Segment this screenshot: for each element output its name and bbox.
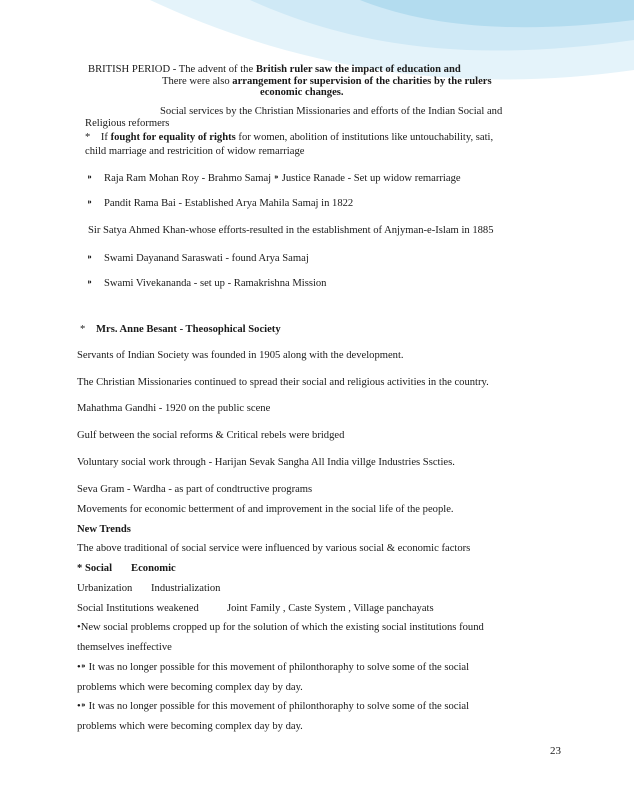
text-line: The Christian Missionaries continued to spread their social and religious activities in the country. bbox=[77, 377, 489, 388]
bullet-mark: ⁍ bbox=[87, 253, 93, 264]
list-item: Swami Vivekananda - set up - Ramakrishna Mission bbox=[104, 278, 327, 289]
paragraph-line: child marriage and restricition of widow remarriage bbox=[85, 146, 305, 157]
paragraph-line-rights bbox=[85, 131, 493, 144]
text-line: Voluntary social work through - Harijan Sevak Sangha All India villge Industries Sscties. bbox=[77, 457, 455, 468]
list-item: Mrs. Anne Besant - Theosophical Society bbox=[96, 324, 281, 335]
heading-1-part-b: British ruler saw the impact of education and bbox=[255, 64, 461, 75]
text-line: themselves ineffective bbox=[77, 642, 172, 653]
list-item: Swami Dayanand Saraswati - found Arya Samaj bbox=[104, 253, 309, 264]
rights-part-a: If bbox=[100, 132, 111, 143]
text-line: Mahathma Gandhi - 1920 on the public scene bbox=[77, 403, 271, 414]
text-line: Movements for economic betterment of and improvement in the social life of the people. bbox=[77, 504, 454, 515]
text-line: problems which were becoming complex day by day. bbox=[77, 682, 303, 693]
paragraph-line: Social services by the Christian Missionaries and efforts of the Indian Social and bbox=[160, 106, 503, 117]
text-institutions-detail: Joint Family , Caste System , Village panchayats bbox=[227, 603, 434, 614]
section-heading-new-trends: New Trends bbox=[77, 524, 131, 535]
bullet-mark: ⁍ bbox=[87, 173, 93, 184]
list-item: Pandit Rama Bai - Established Arya Mahila Samaj in 1822 bbox=[104, 198, 354, 209]
heading-2-part-b: arrangement for supervision of the charities by the rulers bbox=[232, 76, 492, 87]
text-industrialization: Industrialization bbox=[151, 583, 221, 594]
page-number: 23 bbox=[550, 745, 561, 757]
rights-part-b: fought for equality of rights bbox=[110, 132, 236, 143]
text-line: Seva Gram - Wardha - as part of condtructive programs bbox=[77, 484, 313, 495]
heading-line-3: economic changes. bbox=[260, 87, 344, 98]
text-urbanization: Urbanization bbox=[77, 583, 133, 594]
paragraph-line: Sir Satya Ahmed Khan-whose efforts-resulted in the establishment of Anjyman-e-Islam in 1885 bbox=[88, 225, 494, 236]
text-line: •⁍ It was no longer possible for this movement of philonthoraphy to solve some of the social bbox=[77, 701, 470, 712]
heading-2-part-a: There were also bbox=[162, 76, 233, 87]
bullet-mark: ⁍ bbox=[87, 198, 93, 209]
text-line: •⁍ It was no longer possible for this movement of philonthoraphy to solve some of the social bbox=[77, 662, 470, 673]
paragraph-line: Religious reformers bbox=[85, 118, 170, 129]
factor-economic: Economic bbox=[131, 563, 176, 574]
rights-part-c: for women, abolition of institutions like untouchability, sati, bbox=[235, 132, 494, 143]
text-line: Gulf between the social reforms & Critical rebels were bridged bbox=[77, 430, 345, 441]
text-institutions: Social Institutions weakened bbox=[77, 603, 199, 614]
text-line: problems which were becoming complex day by day. bbox=[77, 721, 303, 732]
text-line: Servants of Indian Society was founded in 1905 along with the development. bbox=[77, 350, 404, 361]
bullet-mark: ⁍ bbox=[87, 278, 93, 289]
bullet-mark: * bbox=[80, 324, 86, 335]
factor-social: * Social bbox=[77, 563, 113, 574]
list-item: Raja Ram Mohan Roy - Brahmo Samaj ⁍ Justice Ranade - Set up widow remarriage bbox=[104, 173, 461, 184]
text-line: The above traditional of social service were influenced by various social & economic factors bbox=[77, 543, 471, 554]
text-line: •New social problems cropped up for the solution of which the existing social institutions found bbox=[77, 622, 484, 633]
heading-1-part-a: BRITISH PERIOD - The advent of the bbox=[88, 64, 256, 75]
bullet-star: * bbox=[85, 132, 91, 143]
